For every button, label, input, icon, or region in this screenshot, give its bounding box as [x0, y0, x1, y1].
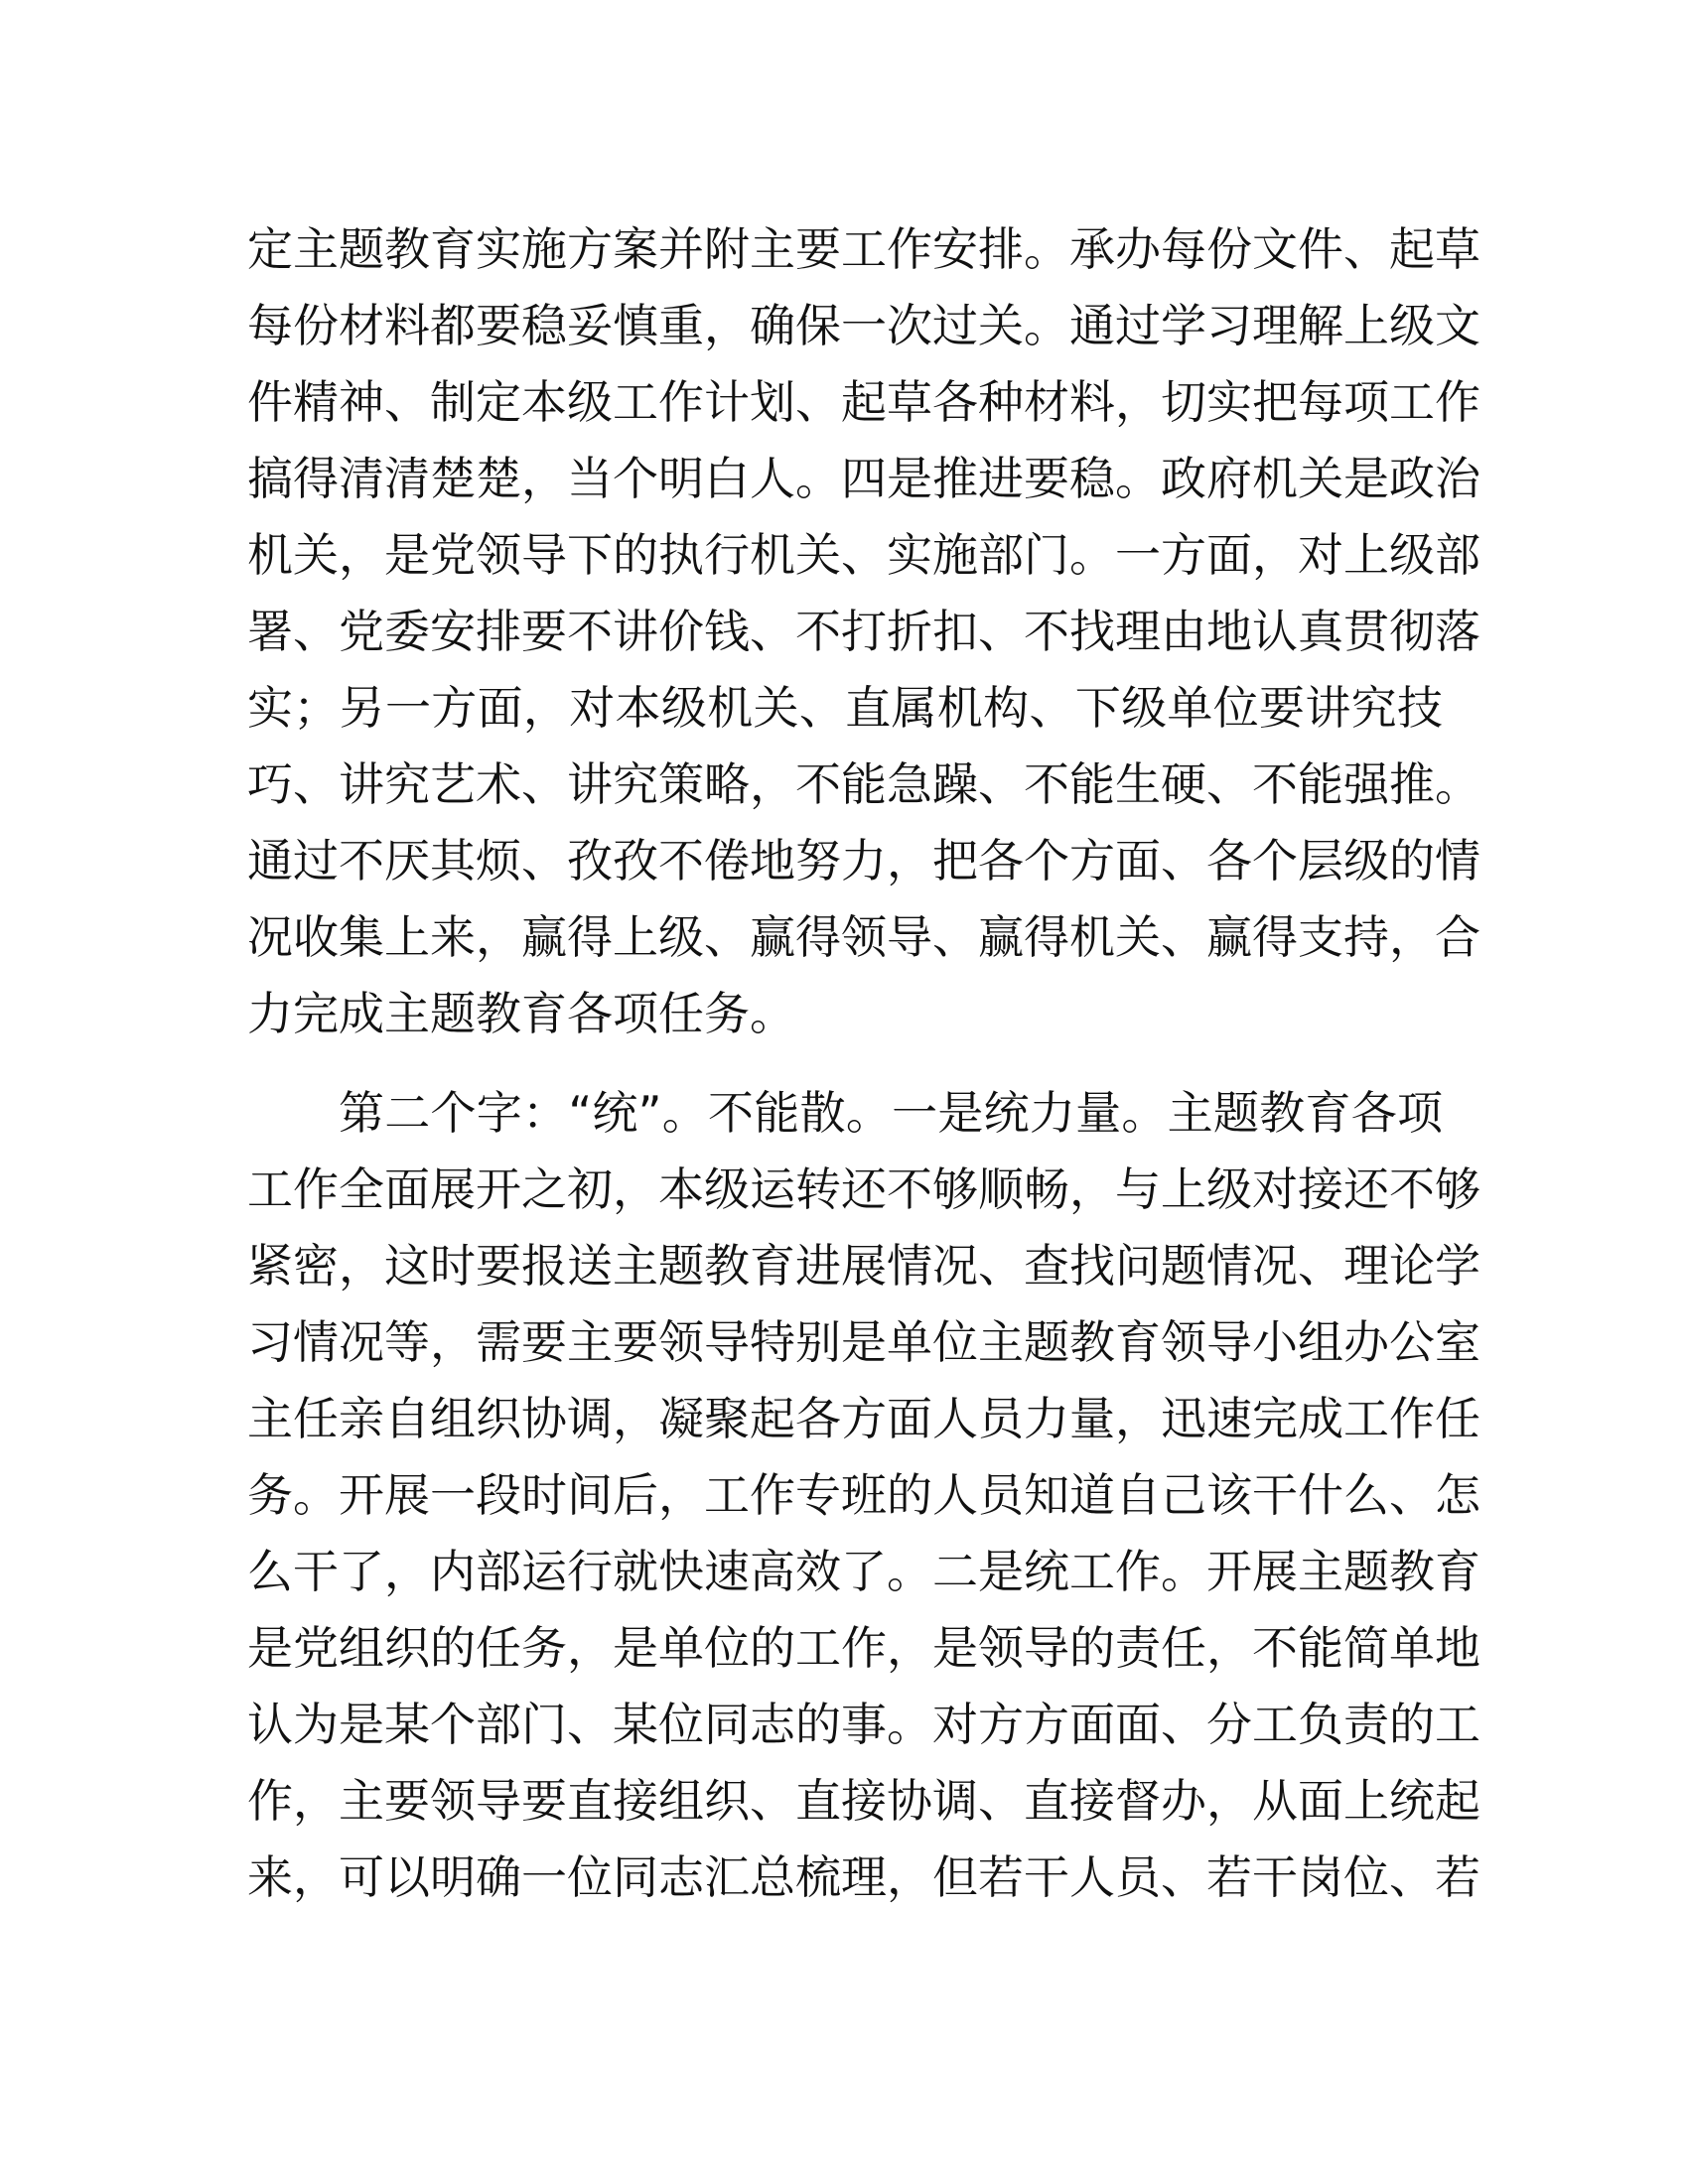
text-line: 署、党委安排要不讲价钱、不打折扣、不找理由地认真贯彻落: [247, 605, 1480, 658]
text-line: 搞得清清楚楚，当个明白人。四是推进要稳。政府机关是政治: [247, 452, 1480, 505]
text-line: 第二个字：“统”。不能散。一是统力量。主题教育各项: [339, 1086, 1443, 1140]
text-line: 来，可以明确一位同志汇总梳理，但若干人员、若干岗位、若: [247, 1850, 1480, 1904]
text-line: 习情况等，需要主要领导特别是单位主题教育领导小组办公室: [247, 1315, 1480, 1369]
paragraph-1: [247, 211, 1480, 1052]
text-line: 力完成主题教育各项任务。: [247, 987, 795, 1040]
text-line: 实；另一方面，对本级机关、直属机构、下级单位要讲究技: [247, 681, 1443, 735]
text-line: 紧密，这时要报送主题教育进展情况、查找问题情况、理论学: [247, 1239, 1480, 1293]
text-line: 工作全面展开之初，本级运转还不够顺畅，与上级对接还不够: [247, 1162, 1480, 1216]
text-line: 主任亲自组织协调，凝聚起各方面人员力量，迅速完成工作任: [247, 1392, 1480, 1445]
text-line: 务。开展一段时间后，工作专班的人员知道自己该干什么、怎: [247, 1468, 1480, 1522]
text-line: 件精神、制定本级工作计划、起草各种材料，切实把每项工作: [247, 375, 1480, 429]
text-line: 通过不厌其烦、孜孜不倦地努力，把各个方面、各个层级的情: [247, 834, 1480, 887]
text-line: 每份材料都要稳妥慎重，确保一次过关。通过学习理解上级文: [247, 299, 1480, 352]
paragraph-2: [247, 1075, 1480, 1916]
text-line: 认为是某个部门、某位同志的事。对方方面面、分工负责的工: [247, 1698, 1480, 1751]
text-line: 况收集上来，赢得上级、赢得领导、赢得机关、赢得支持，合: [247, 910, 1480, 964]
text-line: 作，主要领导要直接组织、直接协调、直接督办，从面上统起: [247, 1774, 1480, 1828]
text-line: 定主题教育实施方案并附主要工作安排。承办每份文件、起草: [247, 222, 1480, 276]
text-line: 是党组织的任务，是单位的工作，是领导的责任，不能简单地: [247, 1621, 1480, 1675]
text-line: 巧、讲究艺术、讲究策略，不能急躁、不能生硬、不能强推。: [247, 757, 1480, 811]
text-line: 机关，是党领导下的执行机关、实施部门。一方面，对上级部: [247, 528, 1480, 582]
text-line: 么干了，内部运行就快速高效了。二是统工作。开展主题教育: [247, 1545, 1480, 1598]
